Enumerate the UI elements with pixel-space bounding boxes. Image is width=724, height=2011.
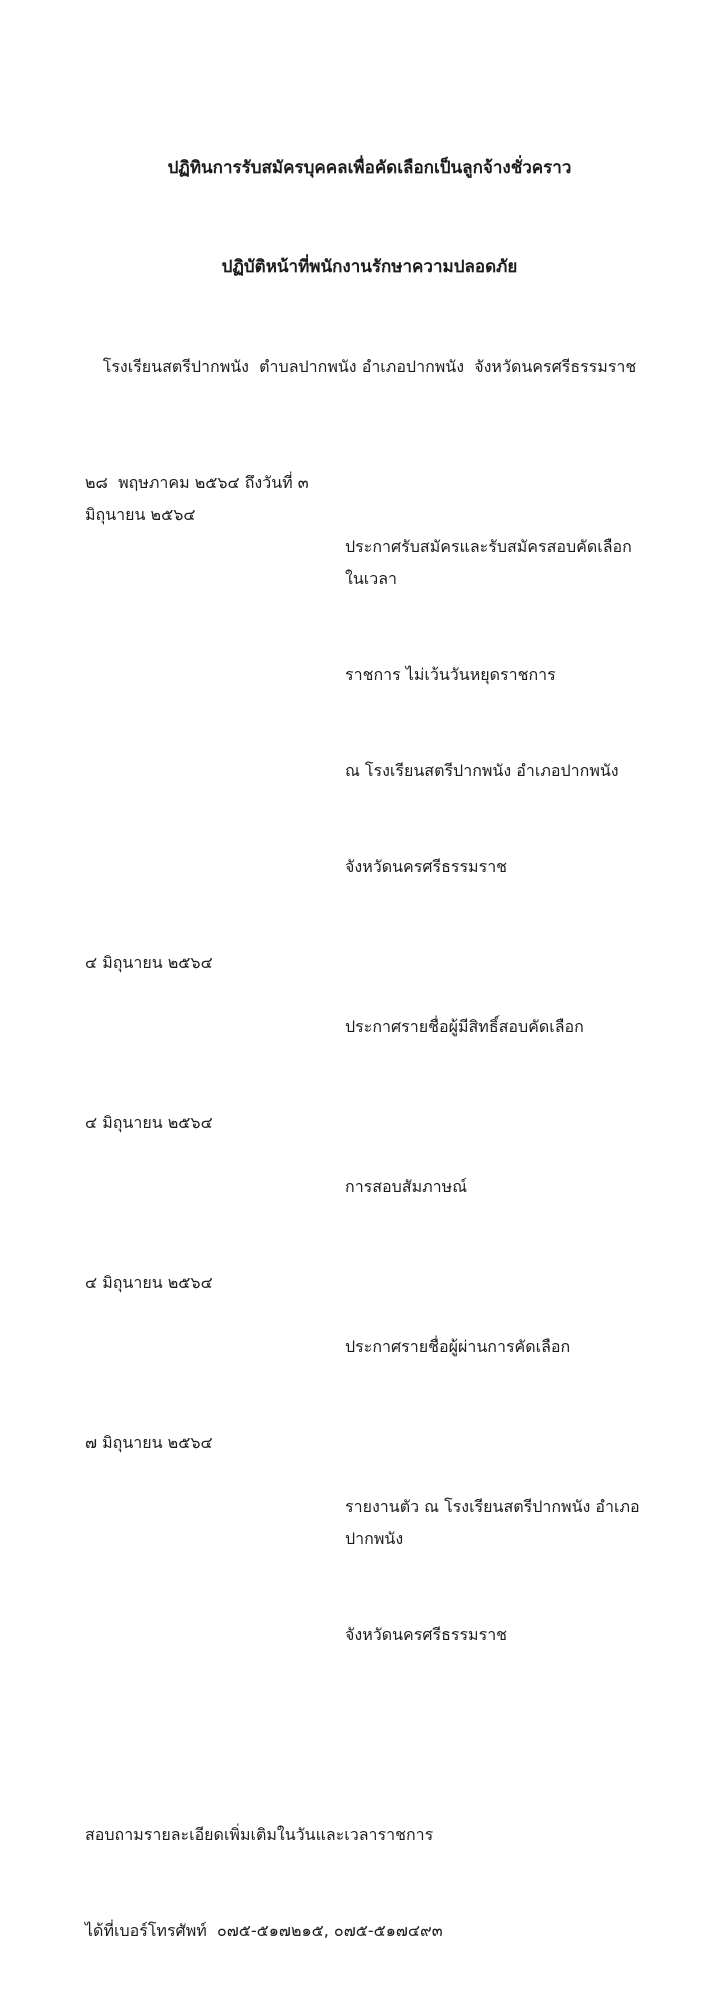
activity-line: การสอบสัมภาษณ์	[345, 1177, 468, 1196]
schedule-row	[85, 1107, 654, 1267]
activity-line: ประกาศรายชื่อผู้ผ่านการคัดเลือก	[345, 1337, 571, 1356]
schedule-activity	[345, 467, 654, 947]
activity-line: ประกาศรายชื่อผู้มีสิทธิ์สอบคัดเลือก	[345, 1017, 584, 1036]
schedule-row	[85, 1427, 654, 1715]
activity-line: จังหวัดนครศรีธรรมราช	[345, 857, 508, 876]
schedule-date: ๔ มิถุนายน ๒๕๖๔	[85, 1273, 213, 1292]
contact-phone-numbers: ได้ที่เบอร์โทรศัพท์ ๐๗๕-๕๑๗๒๑๕, ๐๗๕-๕๑๗๔๙๓	[85, 1921, 443, 1940]
schedule-activity	[345, 1427, 654, 1715]
schedule-activity	[345, 1267, 654, 1427]
activity-line: ประกาศรับสมัครและรับสมัครสอบคัดเลือก ในเวลา	[345, 537, 637, 588]
contact-block	[85, 1755, 654, 2011]
activity-line: จังหวัดนครศรีธรรมราช	[345, 1625, 508, 1644]
schedule-row	[85, 467, 654, 947]
document-subtitle: โรงเรียนสตรีปากพนัง ตำบลปากพนัง อำเภอปากพนัง จังหวัดนครศรีธรรมราช	[102, 357, 637, 376]
schedule-row	[85, 1267, 654, 1427]
schedule-date: ๒๘ พฤษภาคม ๒๕๖๔ ถึงวันที่ ๓ มิถุนายน ๒๕๖๔	[85, 473, 314, 524]
activity-line: ราชการ ไม่เว้นวันหยุดราชการ	[345, 665, 556, 684]
title-block	[85, 86, 654, 449]
schedule-date: ๔ มิถุนายน ๒๕๖๔	[85, 1113, 213, 1132]
document-title-line1: ปฏิทินการรับสมัครบุคคลเพื่อคัดเลือกเป็นลูกจ้างชั่วคราว	[167, 158, 572, 178]
schedule-row	[85, 947, 654, 1107]
schedule-activity	[345, 947, 654, 1107]
schedule-date: ๔ มิถุนายน ๒๕๖๔	[85, 953, 213, 972]
schedule-date: ๗ มิถุนายน ๒๕๖๔	[85, 1433, 213, 1452]
activity-line: รายงานตัว ณ โรงเรียนสตรีปากพนัง อำเภอปากพนัง	[345, 1497, 640, 1548]
activity-line: ณ โรงเรียนสตรีปากพนัง อำเภอปากพนัง	[345, 761, 619, 780]
document-title-line2: ปฏิบัติหน้าที่พนักงานรักษาความปลอดภัย	[221, 257, 518, 277]
schedule-list	[85, 467, 654, 1715]
contact-note: สอบถามรายละเอียดเพิ่มเติมในวันและเวลาราชการ	[85, 1825, 434, 1844]
schedule-activity	[345, 1107, 654, 1267]
